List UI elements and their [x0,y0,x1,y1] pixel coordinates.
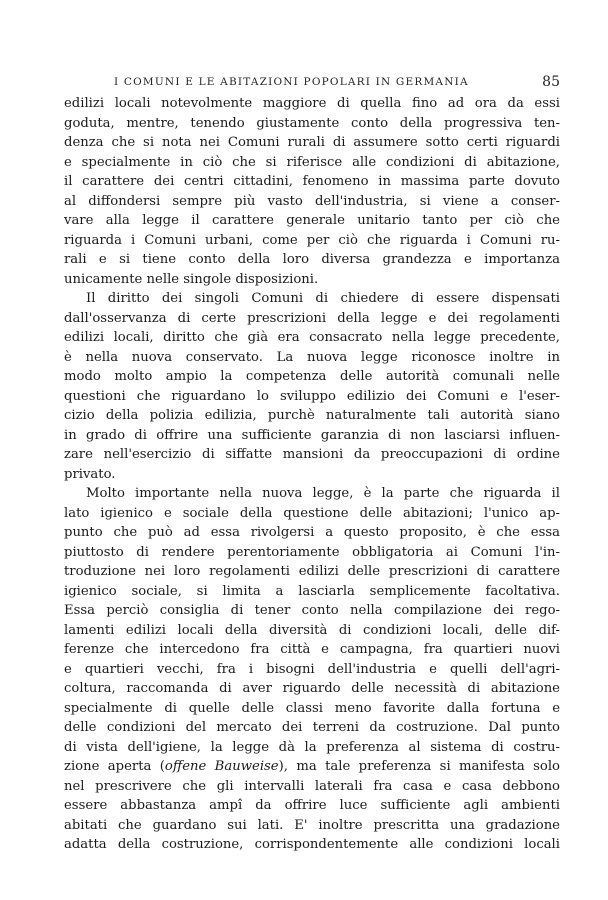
text-line: rali e si tiene conto della loro diversa grandezza e importanza [64,252,560,267]
text-line: coltura, raccomanda di aver riguardo delle necessità di abitazione [64,681,560,696]
text-line: dall'osservanza di certe prescrizioni della legge e dei regolamenti [64,310,560,326]
text-line: igienico sociale, si limita a lasciarla semplicemente facoltativa. [64,583,560,599]
text-line: modo molto ampio la competenza delle autorità comunali nelle [64,369,560,384]
text-line: cizio della polizia edilizia, purchè naturalmente tali autorità siano [64,408,560,423]
text-line: edilizi locali, diritto che già era consacrato nella legge precedente, [64,330,560,345]
text-line: al diffondersi sempre più vasto dell'industria, si viene a conser- [64,193,560,209]
text-line: adatta della costruzione, corrispondentemente alle condizioni locali [64,837,560,852]
text-line: delle condizioni del mercato dei terreni da costruzione. Dal punto [64,720,560,735]
text-line: il carattere dei centri cittadini, fenomeno in massima parte dovuto [64,174,560,189]
text-line: Essa perciò consiglia di tener conto nella compilazione dei rego- [64,603,560,618]
page-number: 85 [542,74,560,90]
text-line: di vista dell'igiene, la legge dà la preferenza al sistema di costru- [64,739,560,755]
text-line: lato igienico e sociale della questione delle abitazioni; l'unico ap- [64,505,560,521]
text-line: ferenze che intercedono fra città e campagna, fra quartieri nuovi [64,642,560,657]
text-line: unicamente nelle singole disposizioni. [64,271,319,287]
text-line: questioni che riguardano lo sviluppo edilizio dei Comuni e l'eser- [64,388,560,404]
text-line: abitati che guardano sui lati. E' inoltre prescritta una gradazione [64,817,560,833]
text-line: troduzione nei loro regolamenti edilizi delle prescrizioni di carattere [64,564,560,579]
text-line: lamenti edilizi locali della diversità di condizioni locali, delle dif- [64,622,560,638]
body-text [64,94,560,855]
text-line: e quartieri vecchi, fra i bisogni dell'industria e quelli dell'agri- [64,661,560,677]
text-line: goduta, mentre, tenendo giustamente conto della progressiva ten- [64,115,560,131]
text-line: è nella nuova conservato. La nuova legge riconosce inoltre in [64,349,560,365]
text-line: nel prescrivere che gli intervalli laterali fra casa e casa debbono [64,778,560,794]
text-line [64,757,560,777]
italic-term: offene Bauweise [164,759,279,774]
running-title: I COMUNI E LE ABITAZIONI POPOLARI IN GERMANIA [114,76,469,88]
text-line: essere abbastanza ampî da offrire luce sufficiente agli ambienti [64,798,560,813]
text-line: vare alla legge il carattere generale unitario tanto per ciò che [64,213,560,228]
text-line: privato. [64,466,116,482]
text-line: denza che si nota nei Comuni rurali di assumere sotto certi riguardi [64,135,560,150]
text-line: e specialmente in ciò che si riferisce alle condizioni di abitazione, [64,154,560,170]
page-header [60,72,560,92]
text-line: Il diritto dei singoli Comuni di chiedere di essere dispensati [86,291,560,306]
text-line: Molto importante nella nuova legge, è la parte che riguarda il [86,486,560,501]
text-line: specialmente di quelle delle classi meno favorite dalla fortuna e [64,700,560,716]
text-line: piuttosto di rendere perentoriamente obbligatoria ai Comuni l'in- [64,544,560,560]
text-line: riguarda i Comuni urbani, come per ciò che riguarda i Comuni ru- [64,232,560,248]
text-line: punto che può ad essa rivolgersi a questo proposito, è che essa [64,525,560,540]
text-fragment: zione aperta ( [64,759,165,774]
text-line: edilizi locali notevolmente maggiore di quella fino ad ora da essi [64,96,560,111]
text-line: in grado di offrire una sufficiente garanzia di non lasciarsi influen- [64,427,560,443]
text-line: zare nell'esercizio di siffatte mansioni da preoccupazioni di ordine [64,447,560,462]
text-fragment: ), ma tale preferenza si manifesta solo [278,759,560,774]
